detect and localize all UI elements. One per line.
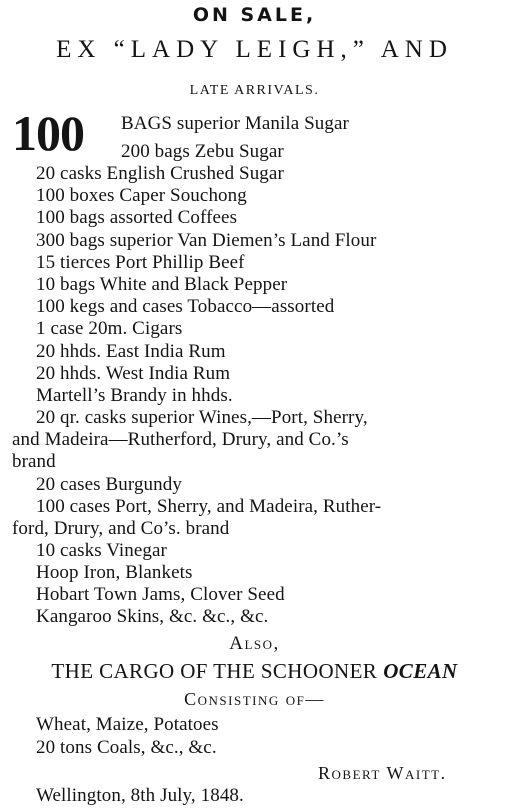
list-item: 300 bags superior Van Diemen’s Land Flour xyxy=(36,230,377,251)
list-item: and Madeira—Rutherford, Drury, and Co.’s xyxy=(12,429,349,450)
cargo-list-item: Wheat, Maize, Potatoes xyxy=(36,714,219,735)
list-item: 100 cases Port, Sherry, and Madeira, Ruther- xyxy=(36,496,382,517)
dateline: Wellington, 8th July, 1848. xyxy=(36,785,244,806)
list-item: Hoop Iron, Blankets xyxy=(36,562,193,583)
list-item: 20 qr. casks superior Wines,—Port, Sherry, xyxy=(36,407,368,428)
cargo-heading-prefix: THE CARGO OF THE SCHOONER xyxy=(51,659,378,683)
list-item: 15 tierces Port Phillip Beef xyxy=(36,252,245,273)
also-heading: Also, xyxy=(229,633,280,654)
list-item: 100 bags assorted Coffees xyxy=(36,207,238,228)
list-item: 10 casks Vinegar xyxy=(36,540,167,561)
list-item: 20 hhds. East India Rum xyxy=(36,341,226,362)
lead-line-2: 200 bags Zebu Sugar xyxy=(121,141,284,162)
heading-ex-lady-leigh: EX “LADY LEIGH,” AND xyxy=(56,36,453,63)
consisting-heading: Consisting of— xyxy=(184,689,325,709)
list-item: Martell’s Brandy in hhds. xyxy=(36,385,233,406)
list-item: 20 cases Burgundy xyxy=(36,474,182,495)
cargo-heading xyxy=(0,660,509,682)
list-item: 100 kegs and cases Tobacco—assorted xyxy=(36,296,335,317)
list-item: 1 case 20m. Cigars xyxy=(36,318,183,339)
heading-on-sale: ON SALE, xyxy=(192,4,317,26)
signature: Robert Waitt. xyxy=(318,763,447,783)
list-item: 100 boxes Caper Souchong xyxy=(36,185,247,206)
list-item: 20 hhds. West India Rum xyxy=(36,363,231,384)
schooner-name: OCEAN xyxy=(383,659,458,683)
list-item: 10 bags White and Black Pepper xyxy=(36,274,288,295)
lead-big-number: 100 xyxy=(12,105,84,161)
lead-line-1: BAGS superior Manila Sugar xyxy=(121,113,349,134)
list-item: Hobart Town Jams, Clover Seed xyxy=(36,584,285,605)
list-item: brand xyxy=(12,451,56,472)
list-item: ford, Drury, and Co’s. brand xyxy=(12,518,230,539)
heading-late-arrivals: LATE ARRIVALS. xyxy=(189,83,320,98)
list-item: Kangaroo Skins, &c. &c., &c. xyxy=(36,606,269,627)
cargo-list-item: 20 tons Coals, &c., &c. xyxy=(36,737,217,758)
list-item: 20 casks English Crushed Sugar xyxy=(36,163,284,184)
